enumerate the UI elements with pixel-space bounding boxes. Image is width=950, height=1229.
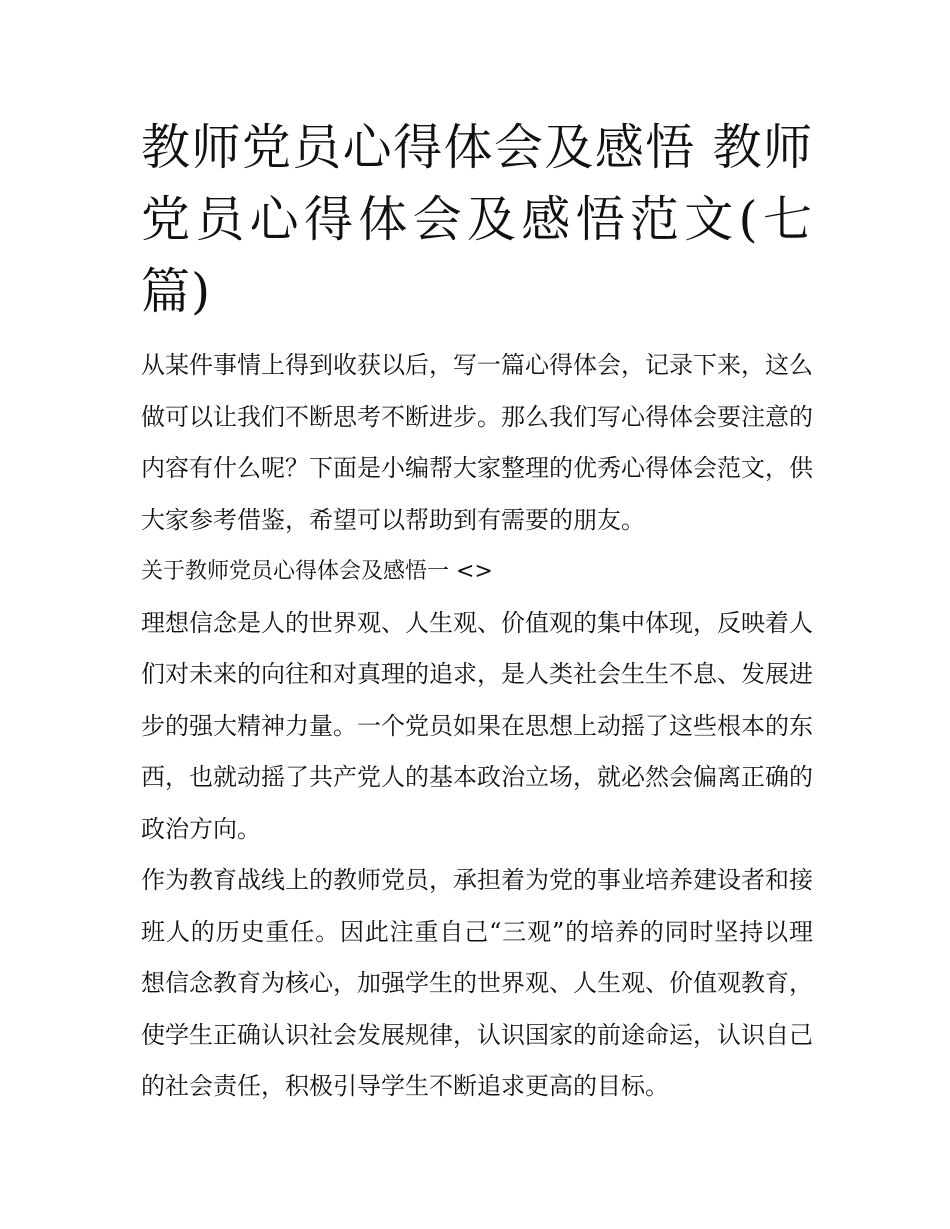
intro-paragraph: 从某件事情上得到收获以后，写一篇心得体会，记录下来，这么做可以让我们不断思考不断进步。那么我们写心得体会要注意的内容有什么呢？下面是小编帮大家整理的优秀心得体会范文，供大家参考借鉴，希望可以帮助到有需要的朋友。 [141,351,813,534]
document-body [141,112,813,1113]
title-block [141,112,813,340]
document-title: 教师党员心得体会及感悟 教师党员心得体会及感悟范文(七篇) [141,119,813,320]
body-paragraph-1: 理想信念是人的世界观、人生观、价值观的集中体现，反映着人们对未来的向往和对真理的追求，是人类社会生生不息、发展进步的强大精神力量。一个党员如果在思想上动摇了这些根本的东西，也就动摇了共产党人的基本政治立场，就必然会偏离正确的政治方向。 [141,608,813,843]
body-paragraph-2: 作为教育战线上的教师党员，承担着为党的事业培养建设者和接班人的历史重任。因此注重自己“三观”的培养的同时坚持以理想信念教育为核心，加强学生的世界观、人生观、价值观教育，使学生正确认识社会发展规律，认识国家的前途命运，认识自己的社会责任，积极引导学生不断追求更高的目标。 [141,866,813,1100]
section-heading: 关于教师党员心得体会及感悟一 <> [141,559,493,584]
